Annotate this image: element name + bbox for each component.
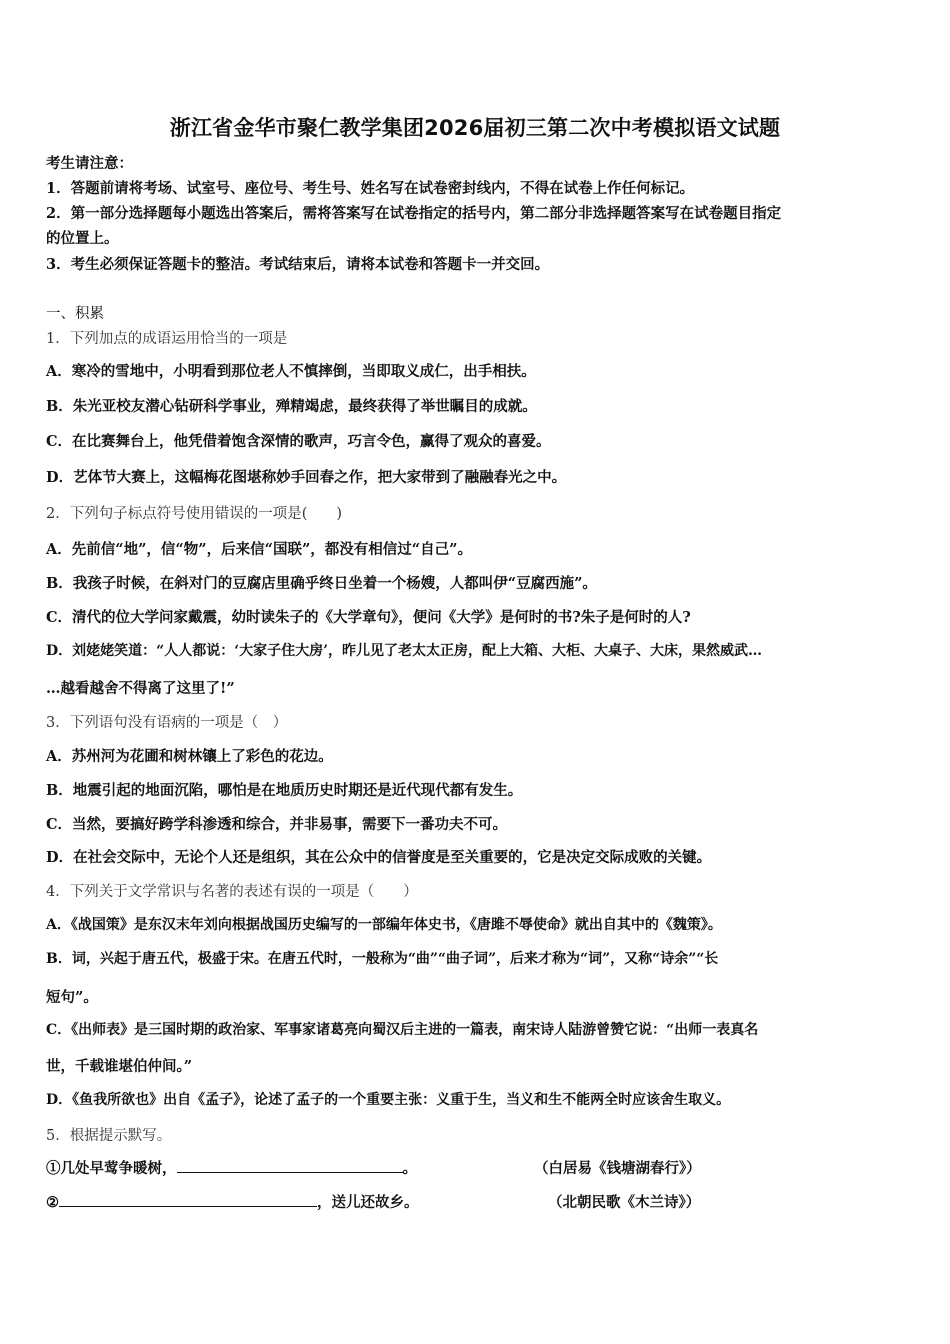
q5-source-1: （白居易《钱塘湖春行》）: [534, 1160, 701, 1177]
q4-stem: 4．下列关于文学常识与名著的表述有误的一项是（ ）: [46, 884, 418, 900]
q2-option-b: B．我孩子时候，在斜对门的豆腐店里确乎终日坐着一个杨嫂，人都叫伊“豆腐西施”。: [46, 575, 597, 592]
q5-source-2: （北朝民歌《木兰诗》）: [548, 1194, 701, 1211]
q4-option-b: B．词，兴起于唐五代，极盛于宋。在唐五代时，一般称为“曲”“曲子词”，后来才称为“词”，又称“诗余”“长: [46, 951, 719, 967]
q4-option-b-cont: 短句”。: [46, 989, 98, 1006]
q2-option-d-cont: …越看越舍不得离了这里了!”: [46, 680, 235, 697]
q4-option-c: C．《出师表》是三国时期的政治家、军事家诸葛亮向蜀汉后主进的一篇表，南宋诗人陆游曾赞它说：“出师一表真名: [46, 1022, 759, 1038]
q5-stem: 5．根据提示默写。: [46, 1128, 172, 1144]
q1-option-b: B．朱光亚校友潜心钻研科学事业，殚精竭虑，最终获得了举世瞩目的成就。: [46, 398, 537, 415]
q5-answer-blank-2[interactable]: [59, 1192, 317, 1207]
notice-item-1: 1．答题前请将考场、试室号、座位号、考生号、姓名写在试卷密封线内，不得在试卷上作任何标记。: [46, 180, 695, 197]
q5-line-2-suffix: ，送儿还故乡。: [317, 1194, 419, 1211]
q4-option-d: D．《鱼我所欲也》出自《孟子》，论述了孟子的一个重要主张：义重于生，当义和生不能两全时应该舍生取义。: [46, 1092, 731, 1108]
notice-heading: 考生请注意：: [46, 155, 133, 172]
q5-line-1-suffix: 。: [402, 1160, 417, 1177]
q1-option-d: D．艺体节大赛上，这幅梅花图堪称妙手回春之作，把大家带到了融融春光之中。: [46, 469, 567, 486]
q1-option-a: A．寒冷的雪地中，小明看到那位老人不慎摔倒，当即取义成仁，出手相扶。: [46, 363, 536, 380]
q3-option-a: A．苏州河为花圃和树林镶上了彩色的花边。: [46, 748, 333, 765]
section-heading: 一、积累: [46, 306, 104, 322]
exam-title: 浙江省金华市聚仁教学集团2026届初三第二次中考模拟语文试题: [169, 116, 781, 140]
q2-option-d: D．刘姥姥笑道：“人人都说：‘大家子住大房’，昨儿见了老太太正房，配上大箱、大柜、大桌子、大床，果然威武…: [46, 643, 762, 659]
notice-item-3: 3．考生必须保证答题卡的整洁。考试结束后，请将本试卷和答题卡一并交回。: [46, 256, 550, 273]
q4-option-c-cont: 世，千载谁堪伯仲间。”: [46, 1058, 193, 1075]
q3-option-d: D．在社会交际中，无论个人还是组织，其在公众中的信誉度是至关重要的，它是决定交际成败的关键。: [46, 849, 712, 866]
q2-option-c: C．清代的位大学问家戴震，幼时读朱子的《大学章句》，便问《大学》是何时的书?朱子是何时的人?: [46, 609, 691, 626]
notice-item-2: 2．第一部分选择题每小题选出答案后，需将答案写在试卷指定的括号内，第二部分非选择题答案写在试卷题目指定: [46, 205, 782, 222]
q3-option-b: B．地震引起的地面沉陷，哪怕是在地质历史时期还是近代现代都有发生。: [46, 782, 523, 799]
q5-answer-blank-1[interactable]: [177, 1158, 403, 1173]
q5-line-1-prefix: ①几处早莺争暖树，: [46, 1160, 177, 1177]
q4-option-a: A．《战国策》是东汉末年刘向根据战国历史编写的一部编年体史书，《唐雎不辱使命》就出自其中的《魏策》。: [46, 917, 722, 933]
q2-stem: 2．下列句子标点符号使用错误的一项是( ): [46, 506, 343, 522]
q1-option-c: C．在比赛舞台上，他凭借着饱含深情的歌声，巧言令色，赢得了观众的喜爱。: [46, 433, 551, 450]
q5-line-2-prefix: ②: [46, 1194, 59, 1211]
q5-line-2: [46, 1191, 419, 1212]
q3-stem: 3．下列语句没有语病的一项是（ ）: [46, 715, 288, 731]
q1-stem: 1．下列加点的成语运用恰当的一项是: [46, 331, 288, 347]
q3-option-c: C．当然，要搞好跨学科渗透和综合，并非易事，需要下一番功夫不可。: [46, 816, 508, 833]
notice-item-2-cont: 的位置上。: [46, 230, 119, 247]
q5-line-1: [46, 1157, 417, 1178]
q2-option-a: A．先前信“地”，信“物”，后来信“国联”，都没有相信过“自己”。: [46, 541, 472, 558]
